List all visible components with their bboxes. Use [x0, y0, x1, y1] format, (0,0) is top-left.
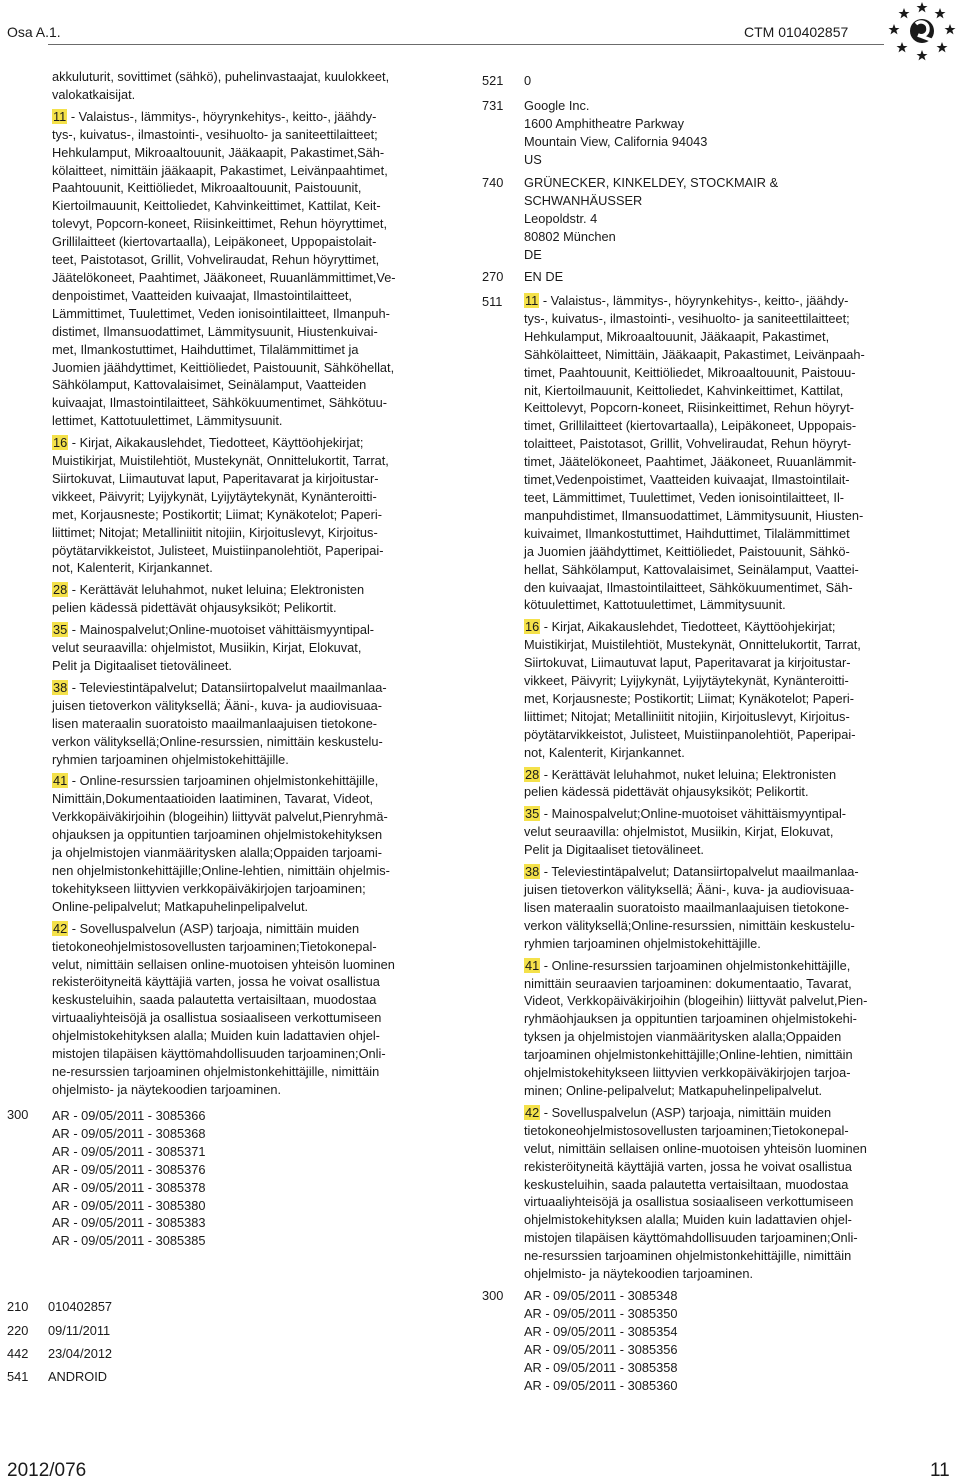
priority-item: AR - 09/05/2011 - 3085350	[524, 1305, 678, 1321]
priority-list-right	[524, 1287, 677, 1394]
class-text: - Televiestintäpalvelut; Datansiirtopalvelut maailmanlaa- juisen tietoverkon välityksellä; Ääni-, kuva- ja audiovisuaa- lisen materaalin suoratoisto maailmanlaajuisen tietokone- verkon välityksellä;Online-resurssien, nimittäin keskustelu- ryhmien tarjoaminen ohjelmistokehittäjille.	[52, 679, 387, 767]
class-text: - Mainospalvelut;Online-muotoiset vähittäismyyntipal- velut seuraavilla: ohjelmistot, Musiikin, Kirjat, Elokuvat, Pelit ja Digitaaliset tietovälineet.	[52, 622, 375, 673]
priority-item: AR - 09/05/2011 - 3085360	[524, 1377, 678, 1393]
class-number: 28	[525, 766, 540, 782]
goods-class	[52, 621, 432, 675]
field-code-731: 731	[482, 98, 504, 113]
class-number: 41	[53, 773, 68, 789]
goods-class	[52, 434, 432, 577]
priority-item: AR - 09/05/2011 - 3085356	[524, 1341, 678, 1357]
goods-class	[524, 805, 904, 859]
field-value-270: EN DE	[524, 269, 564, 284]
field-value-442: 23/04/2012	[48, 1346, 113, 1361]
goods-class	[524, 1104, 904, 1283]
field-code-210: 210	[7, 1299, 29, 1314]
goods-class	[524, 957, 904, 1100]
class-text: - Sovelluspalvelun (ASP) tarjoaja, nimittäin muiden tietokoneohjelmistosovellusten tarjoaminen;Tietokonepal- velut, nimittäin sellaisen online-muotoisen yhteisön luominen rekisteröityneitä käyttäjiä varten, jossa he voivat osallistua keskusteluihin, saada palautetta vertaisiltaan, muodostaa virtuaaliyhteisöjä ja osallistua sosiaaliseen verkottumiseen ohjelmistokehityksen alalla; Muiden kuin ladattavien ohjel- mistojen tilapäisen käyttömahdollisuuden tarjoaminen;Onli- ne-resurssien tarjoaminen ohjelmistonkehittäjille, nimittäin ohjelmisto- ja näytekoodien tarjoaminen.	[52, 920, 395, 1097]
priority-item: AR - 09/05/2011 - 3085368	[52, 1125, 206, 1141]
goods-class	[52, 920, 432, 1099]
field-value-541: ANDROID	[48, 1369, 108, 1384]
document-number: CTM 010402857	[744, 24, 849, 40]
goods-class	[524, 766, 904, 802]
continuation-text: akkuluturit, sovittimet (sähkö), puhelinvastaajat, kuulokkeet, valokatkaisijat.	[52, 69, 390, 102]
field-code-300-right: 300	[482, 1288, 504, 1303]
priority-item: AR - 09/05/2011 - 3085380	[52, 1197, 206, 1213]
priority-item: AR - 09/05/2011 - 3085366	[52, 1108, 206, 1123]
class-text: - Sovelluspalvelun (ASP) tarjoaja, nimittäin muiden tietokoneohjelmistosovellusten tarjoaminen;Tietokonepal- velut, nimittäin sellaisen online-muotoisen yhteisön luominen rekisteröityneitä käyttäjiä varten, jossa he voivat osallistua keskusteluihin, saada palautetta vertaisiltaan, muodostaa virtuaaliyhteisöjä ja osallistua sosiaaliseen verkottumiseen ohjelmistokehityksen alalla; Muiden kuin ladattavien ohjel- mistojen tilapäisen käyttömahdollisuuden tarjoaminen;Onli- ne-resurssien tarjoaminen ohjelmistonkehittäjille, nimittäin ohjelmisto- ja näytekoodien tarjoaminen.	[524, 1104, 867, 1282]
priority-item: AR - 09/05/2011 - 3085383	[52, 1215, 206, 1231]
priority-item: AR - 09/05/2011 - 3085348	[524, 1288, 678, 1303]
class-number: 42	[53, 920, 68, 936]
field-value-740: GRÜNECKER, KINKELDEY, STOCKMAIR & SCHWANHÄUSSER Leopoldstr. 4 80802 München DE	[524, 175, 779, 262]
priority-item: AR - 09/05/2011 - 3085371	[52, 1143, 206, 1159]
class-number: 38	[525, 864, 540, 880]
class-text: - Kerättävät leluhahmot, nuket leluina; Elektronisten pelien kädessä pidettävät ohjausyksiköt; Pelikortit.	[52, 582, 365, 616]
class-text: - Kerättävät leluhahmot, nuket leluina; Elektronisten pelien kädessä pidettävät ohjausyksiköt; Pelikortit.	[524, 766, 837, 800]
field-value-521: 0	[524, 73, 532, 88]
goods-class	[52, 108, 432, 430]
field-code-511: 511	[482, 294, 503, 309]
class-number: 35	[525, 806, 540, 822]
field-code-220: 220	[7, 1323, 29, 1338]
priority-item: AR - 09/05/2011 - 3085358	[524, 1359, 678, 1375]
field-value-210: 010402857	[48, 1299, 113, 1314]
class-number: 16	[53, 435, 68, 451]
class-text: - Mainospalvelut;Online-muotoiset vähittäismyyntipal- velut seuraavilla: ohjelmistot, Musiikin, Kirjat, Elokuvat, Pelit ja Digitaaliset tietovälineet.	[524, 806, 847, 858]
field-code-300: 300	[7, 1107, 29, 1122]
class-number: 41	[525, 957, 540, 973]
goods-class	[524, 863, 904, 953]
right-goods-list	[524, 292, 904, 1283]
field-value-731: Google Inc. 1600 Amphitheatre Parkway Mountain View, California 94043 US	[524, 98, 708, 167]
priority-item: AR - 09/05/2011 - 3085378	[52, 1179, 206, 1195]
field-code-521: 521	[482, 73, 504, 88]
goods-class	[52, 679, 432, 769]
section-label: Osa A.1.	[7, 24, 61, 40]
class-text: - Online-resurssien tarjoaminen ohjelmistonkehittäjille, Nimittäin,Dokumentaatioiden laatiminen, Tavarat, Videot, Verkkopäiväkirjoihin (blogeihin) liittyvät palvelut,Pienryhmä- ohjauksen ja oppituntien tarjoaminen ohjelmistokehityksen ja ohjelmistojen vianmääritysken alalla;Oppaiden tarjoami- nen ohjelmistonkehittäjille;Online-lehtien, nimittäin ohjelmis- tokehitykseen liittyvien verkkopäiväkirjojen tarjoaminen; Online-pelipalvelut; Matkapuhelinpelipalvelut.	[52, 773, 390, 914]
class-text: - Kirjat, Aikakauslehdet, Tiedotteet, Käyttöohjekirjat; Muistikirjat, Muistilehtiöt, Mustekynät, Onnittelukortit, Tarrat, Siirtokuvat, Liimautuvat laput, Paperitavarat ja kirjoitustar- vikkeet, Päivyrit; Lyijykynät, Lyijytäytekynät, Kynänteroitti- met, Korjausneste; Postikortit; Liimat; Kynäkotelot; Paperi- liittimet; Nitojat; Metalliniitit nitojiin, Kirjoituslevyt, Kirjoitus- pöytätarvikkeistot, Julisteet, Muistiinpanolehtiöt, Paperipai- not, Kalenterit, Kirjankannet.	[524, 619, 861, 760]
class-text: - Online-resurssien tarjoaminen ohjelmistonkehittäjille, nimittäin seuraavien tarjoaminen: dokumentaatio, Tavarat, Videot, Verkkopäiväkirjoihin (blogeihin) liittyvät palvelut,Pien- ryhmäohjauksen ja oppituntien tarjoaminen ohjelmistokehi- tyksen ja ohjelmistojen vianmääritysken alalla;Oppaiden tarjoaminen ohjelmistonkehittäjille;Online-lehtien, nimittäin ohjelmistokehitykseen liittyvien verkkopäiväkirjojen tarjoa- minen; Online-pelipalvelut; Matkapuhelinpelipalvelut.	[524, 957, 868, 1098]
class-number: 35	[53, 622, 68, 638]
class-text: - Kirjat, Aikakauslehdet, Tiedotteet, Käyttöohjekirjat; Muistikirjat, Muistilehtiöt, Mustekynät, Onnittelukortit, Tarrat, Siirtokuvat, Liimautuvat laput, Paperitavarat ja kirjoitustar- vikkeet, Päivyrit; Lyijykynät, Lyijytäytekynät, Kynänteroitti- met, Korjausneste; Postikortit; Liimat; Kynäkotelot; Paperi- liittimet; Nitojat; Metalliniitit nitojiin, Kirjoituslevyt, Kirjoitus- pöytätarvikkeistot, Julisteet, Muistiinpanolehtiöt, Paperipai- not, Kalenterit, Kirjankannet.	[52, 435, 389, 576]
class-text: - Televiestintäpalvelut; Datansiirtopalvelut maailmanlaa- juisen tietoverkon välityksellä; Ääni-, kuva- ja audiovisuaa- lisen materaalin suoratoisto maailmanlaajuisen tietokone- verkon välityksellä;Online-resurssien, nimittäin keskustelu- ryhmien tarjoaminen ohjelmistokehittäjille.	[524, 864, 859, 951]
priority-item: AR - 09/05/2011 - 3085354	[524, 1323, 678, 1339]
priority-item: AR - 09/05/2011 - 3085385	[52, 1233, 206, 1249]
class-text: - Valaistus-, lämmitys-, höyrynkehitys-, keitto-, jäähdy- tys-, kuivatus-, ilmastointi-, vesihuolto- ja saniteettilaitteet; Hehkulamput, Mikroaaltouunit, Jääkaapit, Pakastimet,Säh- kölaitteet, nimittäin jääkaapit, Pakastimet, Leivänpaahtimet, Paahtouunit, Keittiöliedet, Mikroaaltouunit, Paistouunit, Kiertoilmauunit, Keittoliedet, Kahvinkeittimet, Kattilat, Keit- tolevyt, Popcorn-koneet, Riisinkeittimet, Rehun höyryttimet, Grillilaitteet (kiertovartaalla), Leipäkoneet, Uppopaistolait- teet, Paistotasot, Grillit, Vohveliraudat, Rehun höyryttimet, Jäätelökoneet, Paahtimet, Jääkoneet, Ruuanlämmittimet,Ve- denpoistimet, Vaatteiden kuivaajat, Ilmastointilaitteet, Lämmittimet, Tuulettimet, Veden ionisointilaitteet, Ilmanpuh- distimet, Ilmansuodattimet, Lämmitysuunit, Hiustenkuivai- met, Ilmankostuttimet, Haihduttimet, Tilalämmittimet ja Juomien jäähdyttimet, Keittiöliedet, Paistouunit, Sähköhellat, Sähkölamput, Kattovalaisimet, Seinälamput, Vaatteiden kuivaajat, Ilmastointilaitteet, Sähkökuumentimet, Sähkötuu- lettimet, Kattotuulettimet, Lämmitysuunit.	[52, 108, 396, 429]
field-code-541: 541	[7, 1369, 29, 1384]
field-code-740: 740	[482, 175, 504, 190]
class-number: 28	[53, 582, 68, 598]
issue-number: 2012/076	[7, 1460, 87, 1481]
field-value-220: 09/11/2011	[48, 1323, 111, 1338]
priority-item: AR - 09/05/2011 - 3085376	[52, 1161, 206, 1177]
page-number: 11	[930, 1460, 950, 1481]
goods-class	[524, 292, 904, 614]
class-number: 38	[53, 679, 68, 695]
left-column	[52, 68, 432, 1099]
class-text: - Valaistus-, lämmitys-, höyrynkehitys-, keitto-, jäähdy- tys-, kuivatus-, ilmastointi-, vesihuolto- ja saniteettilaitteet; Hehkulamput, Mikroaaltouunit, Jääkaapit, Pakastimet, Sähkölaitteet, Nimittäin, Jääkaapit, Pakastimet, Leivänpaah- timet, Paahtouunit, Keittiöliedet, Mikroaaltouunit, Paistouu- nit, Kiertoilmauunit, Keittoliedet, Kahvinkeittimet, Kattilat, Keittolevyt, Popcorn-koneet, Riisinkeittimet, Rehun höyryt- timet, Grillilaitteet (kiertovartaalla), Leipäkoneet, Uppopais- tolaitteet, Paistotasot, Grillit, Vohveliraudat, Rehun höyryt- timet, Jäätelökoneet, Paahtimet, Jääkoneet, Ruuanlämmit- timet,Vedenpoistimet, Vaatteiden kuivaajat, Ilmastointilait- teet, Lämmittimet, Tuulettimet, Veden ionisointilaitteet, Il- manpuhdistimet, Ilmansuodattimet, Lämmitysuunit, Hiusten- kuivaimet, Ilmankostuttimet, Haihduttimet, Tilalämmittimet ja Juomien jäähdyttimet, Keittiöliedet, Paistouunit, Sähkö- hellat, Sähkölamput, Kattovalaisimet, Seinälamput, Vaattei- den kuivaajat, Ilmastointilaitteet, Sähkökuumentimet, Säh- kötuulettimet, Kattotuulettimet, Lämmitysuunit.	[524, 293, 865, 613]
goods-class	[524, 618, 904, 761]
class-number: 16	[525, 619, 540, 635]
class-number: 11	[53, 108, 67, 124]
class-number: 42	[525, 1104, 540, 1120]
eu-stars-trademark-logo-icon	[880, 0, 960, 62]
goods-class	[52, 581, 432, 617]
goods-class	[52, 772, 432, 915]
class-number: 11	[525, 293, 539, 308]
priority-list	[52, 1107, 205, 1250]
field-code-270: 270	[482, 269, 504, 284]
header-divider	[48, 44, 884, 45]
field-code-442: 442	[7, 1346, 29, 1361]
